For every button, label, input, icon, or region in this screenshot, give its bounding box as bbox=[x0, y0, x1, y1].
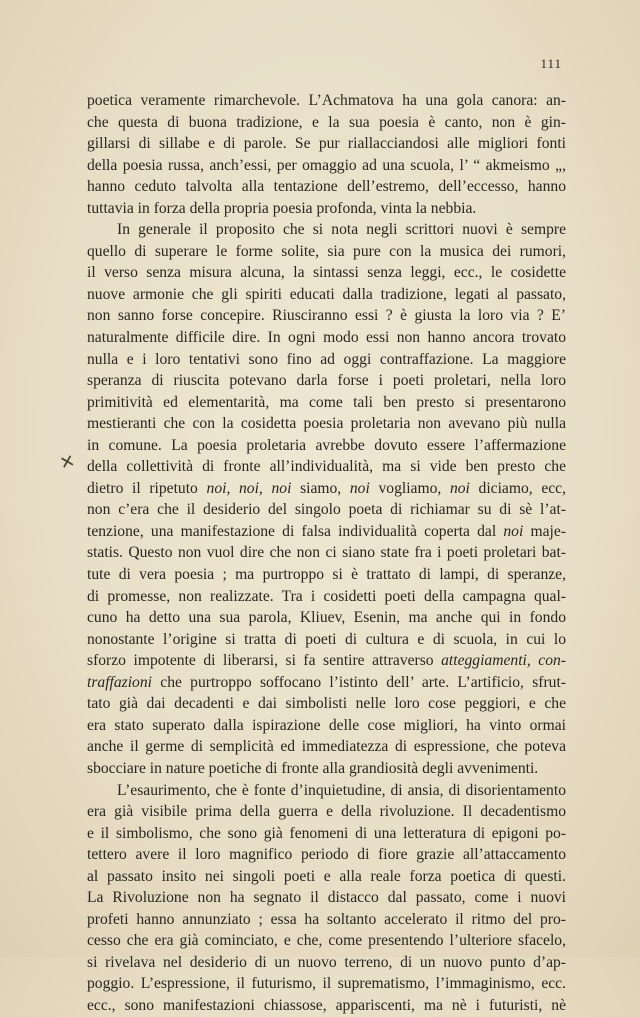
text-line bbox=[87, 392, 566, 414]
text-segment: della collettività di fronte all’individualità, ma si vide ben presto che bbox=[87, 458, 566, 476]
text-line bbox=[87, 198, 566, 220]
text-segment: quello di superare le forme solite, sia pure con la musica dei rumori, bbox=[87, 242, 566, 260]
text-segment: nuove armonie che gli spiriti educati dalla tradizione, legati al passato, bbox=[87, 285, 566, 303]
text-segment: al passato insito nei singoli poeti e alla reale forza poetica di questi. bbox=[87, 867, 566, 885]
text-segment: tettero avere il loro magnifico periodo di fiore grazie all’attaccamento bbox=[87, 846, 566, 864]
body-text bbox=[87, 90, 566, 1017]
text-line bbox=[87, 305, 566, 327]
italic-phrase: noi bbox=[449, 479, 470, 497]
page-number: 111 bbox=[540, 56, 562, 71]
text-segment: L’esaurimento, che è fonte d’inquietudine, di ansia, di disorientamento bbox=[117, 781, 566, 799]
text-line bbox=[87, 435, 566, 457]
text-segment: tute di vera poesia ; ma purtroppo si è trattato di lampi, di speranze, bbox=[87, 566, 566, 584]
text-segment: tato già dai decadenti e dai simbolisti nelle loro cose peggiori, e che bbox=[87, 695, 566, 713]
italic-phrase: noi, noi, noi bbox=[206, 479, 292, 497]
text-line bbox=[87, 995, 566, 1017]
text-line bbox=[87, 586, 566, 608]
text-segment: speranza di riuscita potevano darla forse i poeti proletari, nella loro bbox=[87, 372, 566, 390]
text-segment: che purtroppo soffocano l’istinto dell’ arte. L’artificio, sfrut- bbox=[152, 673, 566, 691]
text-segment: hanno ceduto talvolta alla tentazione dell’estremo, dell’eccesso, hanno bbox=[87, 178, 566, 196]
text-segment: che questa di buona tradizione, e la sua poesia è canto, non è gin- bbox=[87, 113, 566, 131]
margin-mark-icon: ✕ bbox=[57, 450, 78, 474]
text-line bbox=[87, 780, 566, 802]
text-line bbox=[87, 823, 566, 845]
text-line bbox=[87, 693, 566, 715]
text-line bbox=[87, 607, 566, 629]
text-segment: mestieranti che con la cosidetta poesia proletaria non avevano più nulla bbox=[87, 415, 566, 433]
text-line bbox=[87, 155, 566, 177]
text-line bbox=[87, 133, 566, 155]
text-line bbox=[87, 629, 566, 651]
text-segment: vogliamo, bbox=[369, 479, 450, 497]
text-segment: poetica veramente rimarchevole. L’Achmatova ha una gola canora: an- bbox=[87, 92, 566, 109]
text-segment: statis. Questo non vuol dire che non ci siano state fra i poeti proletari bat- bbox=[87, 544, 566, 562]
text-line bbox=[87, 887, 566, 909]
text-segment: diciamo, ecc, bbox=[469, 479, 566, 497]
text-line bbox=[87, 456, 566, 478]
text-line bbox=[87, 758, 566, 780]
text-segment: siamo, bbox=[291, 479, 350, 497]
text-segment: anche il germe di semplicità ed immediatezza di espressione, che poteva bbox=[87, 738, 566, 756]
text-line bbox=[87, 521, 566, 543]
text-line bbox=[87, 413, 566, 435]
text-segment: era stato superato dalla ispirazione delle cose migliori, ha vinto ormai bbox=[87, 716, 566, 734]
text-line bbox=[87, 349, 566, 371]
text-segment: di promesse, non realizzate. Tra i cosidetti poeti della campagna qual- bbox=[87, 587, 566, 605]
text-segment: cuno ha detto una sua parola, Kliuev, Esenin, ma anche qui in fondo bbox=[87, 609, 566, 627]
text-line bbox=[87, 736, 566, 758]
text-line bbox=[87, 801, 566, 823]
text-line bbox=[87, 478, 566, 500]
text-line bbox=[87, 327, 566, 349]
text-segment: gillarsi di sillabe e di parole. Se pur riallacciandosi alle migliori fonti bbox=[87, 135, 566, 153]
text-line bbox=[87, 715, 566, 737]
text-line bbox=[87, 112, 566, 134]
italic-phrase: atteggiamenti, con- bbox=[441, 652, 566, 670]
text-segment: nonostante l’origine si tratta di poeti di cultura e di scuola, in cui lo bbox=[87, 630, 566, 648]
text-segment: era già visibile prima della guerra e della rivoluzione. Il decadentismo bbox=[87, 803, 566, 821]
text-line bbox=[87, 866, 566, 888]
text-segment: si rivelava nel desiderio di un nuovo terreno, di un nuovo punto d’ap- bbox=[87, 953, 566, 971]
text-line bbox=[87, 90, 566, 112]
text-segment: dietro il ripetuto bbox=[87, 479, 207, 497]
text-segment: La Rivoluzione non ha segnato il distacco dal passato, come i nuovi bbox=[87, 889, 566, 907]
text-segment: nulla e i loro tentativi sono fino ad oggi contraffazione. La maggiore bbox=[87, 350, 566, 368]
text-segment: il verso senza misura alcuna, la sintassi senza leggi, ecc., le cosidette bbox=[87, 264, 566, 282]
text-segment: tuttavia in forza della propria poesia profonda, vinta la nebbia. bbox=[87, 199, 477, 217]
text-segment: non c’era che il desiderio del singolo poeta di richiamar su di sè l’at- bbox=[87, 501, 566, 519]
italic-phrase: noi bbox=[349, 479, 370, 497]
text-segment: e il simbolismo, che sono già fenomeni di una letteratura di epigoni po- bbox=[87, 824, 566, 842]
text-line bbox=[87, 262, 566, 284]
text-segment: profeti hanno annunziato ; essa ha soltanto accelerato il ritmo del pro- bbox=[87, 910, 566, 928]
italic-phrase: traffazioni bbox=[87, 673, 152, 691]
text-segment: tenzione, una manifestazione di falsa individualità coperta dal bbox=[87, 522, 504, 540]
text-segment: cesso che era già cominciato, e che, come presentendo l’ulteriore sfacelo, bbox=[87, 932, 566, 950]
text-segment: sbocciare in nature poetiche di fronte alla grandiosità degli avvenimenti. bbox=[87, 759, 539, 777]
text-line bbox=[87, 284, 566, 306]
text-line bbox=[87, 650, 566, 672]
italic-phrase: noi bbox=[503, 522, 524, 540]
text-line bbox=[87, 672, 566, 694]
text-segment: maje- bbox=[523, 522, 566, 540]
text-line bbox=[87, 219, 566, 241]
text-line bbox=[87, 930, 566, 952]
text-line bbox=[87, 542, 566, 564]
text-segment: primitività ed elementarità, ma come tali ben presto si presentarono bbox=[87, 393, 566, 411]
text-line bbox=[87, 370, 566, 392]
text-segment: in comune. La poesia proletaria avrebbe dovuto essere l’affermazione bbox=[87, 436, 566, 454]
text-line bbox=[87, 564, 566, 586]
text-line bbox=[87, 844, 566, 866]
text-segment: non sanno forse concepire. Riusciranno essi ? è giusta la loro via ? E’ bbox=[87, 307, 566, 325]
text-segment: ecc., sono manifestazioni chiassose, appariscenti, ma nè i futuristi, nè bbox=[87, 996, 566, 1014]
text-segment: In generale il proposito che si nota negli scrittori nuovi è sempre bbox=[117, 221, 566, 239]
text-line bbox=[87, 909, 566, 931]
text-line bbox=[87, 176, 566, 198]
text-segment: naturalmente difficile dire. In ogni modo essi non hanno ancora trovato bbox=[87, 329, 566, 347]
text-line bbox=[87, 499, 566, 521]
text-segment: poggio. L’espressione, il futurismo, il suprematismo, l’immaginismo, ecc. bbox=[87, 975, 566, 993]
text-line bbox=[87, 241, 566, 263]
text-segment: della poesia russa, anch’essi, per omaggio ad una scuola, l’ “ akmeismo „, bbox=[87, 156, 566, 174]
text-line bbox=[87, 952, 566, 974]
text-segment: sforzo impotente di liberarsi, si fa sentire attraverso bbox=[87, 652, 442, 670]
text-line bbox=[87, 973, 566, 995]
